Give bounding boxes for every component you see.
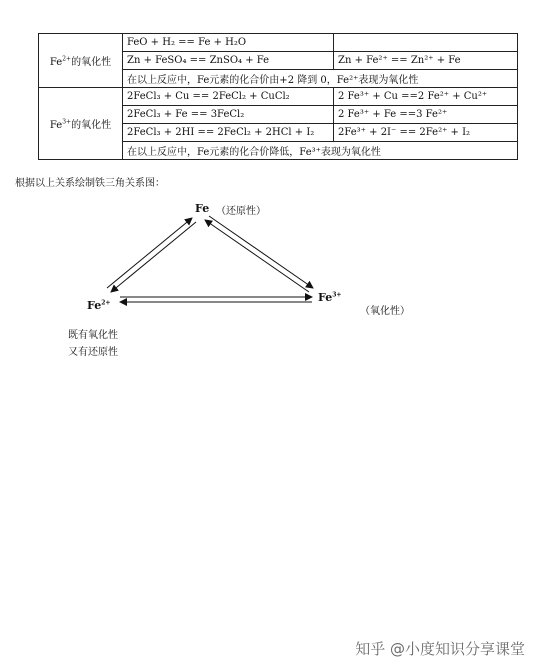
fe2-ionic-1	[334, 34, 518, 52]
node-fe3: $Fe^{3+}$	[318, 291, 342, 304]
fe3-ionic-1: 2 Fe³⁺ + Cu ==2 Fe²⁺ + Cu²⁺	[334, 88, 518, 106]
fe2-equation-1: FeO + H₂ == Fe + H₂O	[123, 34, 334, 52]
fe3-ionic-2: 2 Fe³⁺ + Fe ==3 Fe²⁺	[334, 106, 518, 124]
diagram-caption: 根据以上关系绘制铁三角关系图：	[15, 178, 165, 189]
note-both-1: 既有氧化性	[68, 330, 118, 341]
fe3-summary: 在以上反应中，Fe元素的化合价降低，Fe³⁺表现为氧化性	[123, 142, 518, 160]
fe2-ionic-2: Zn + Fe²⁺ == Zn²⁺ + Fe	[334, 52, 518, 70]
fe3-oxidation-label: $Fe^{3+}$的氧化性	[39, 88, 123, 160]
node-fe2: $Fe^{2+}$	[87, 299, 111, 312]
fe2-summary: 在以上反应中，Fe元素的化合价由+2 降到 0，Fe²⁺表现为氧化性	[123, 70, 518, 88]
arrow-fe-to-fe3	[209, 216, 313, 288]
fe3-equation-3: 2FeCl₃ + 2HI == 2FeCl₂ + 2HCl + I₂	[123, 124, 334, 142]
arrow-fe3-to-fe	[205, 220, 309, 292]
fe3-equation-2: 2FeCl₃ + Fe == 3FeCl₂	[123, 106, 334, 124]
fe2-oxidation-label: $Fe^{2+}$的氧化性	[39, 34, 123, 88]
note-reducing: （还原性）	[216, 206, 266, 217]
note-both-2: 又有还原性	[68, 347, 118, 358]
zhihu-watermark: 知乎 @小度知识分享课堂	[355, 640, 525, 658]
note-oxidizing: （氧化性）	[360, 306, 410, 317]
fe2-equation-2: Zn + FeSO₄ == ZnSO₄ + Fe	[123, 52, 334, 70]
fe3-equation-1: 2FeCl₃ + Cu == 2FeCl₂ + CuCl₂	[123, 88, 334, 106]
node-fe: Fe	[195, 202, 210, 215]
fe3-ionic-3: 2Fe³⁺ + 2I⁻ == 2Fe²⁺ + I₂	[334, 124, 518, 142]
iron-reactions-table	[38, 33, 518, 160]
arrow-fe2-to-fe	[107, 218, 192, 288]
arrow-fe-to-fe2	[111, 222, 196, 292]
